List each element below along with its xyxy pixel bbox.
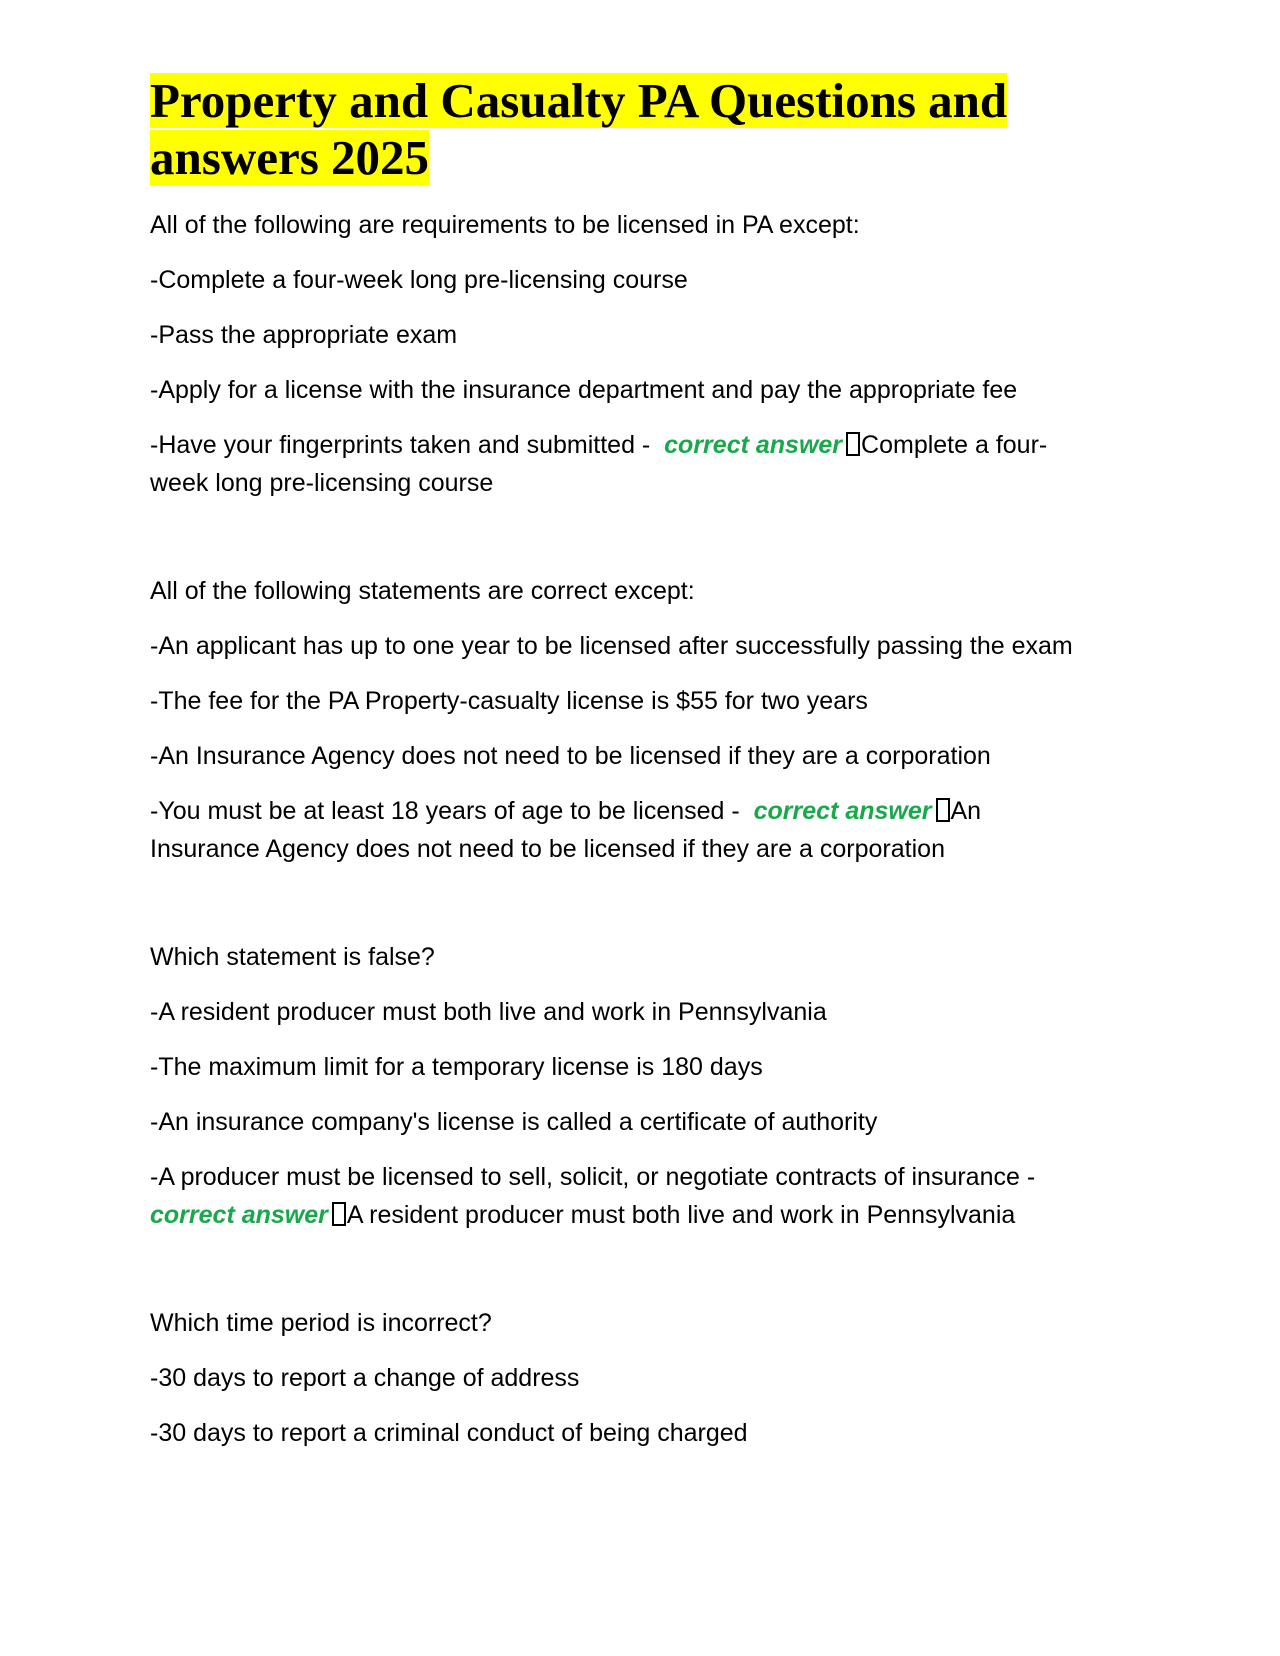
question-block-3	[150, 938, 1150, 1234]
answer-option: -An applicant has up to one year to be licensed after successfully passing the exam	[150, 632, 1073, 660]
answer-option: -30 days to report a criminal conduct of being charged	[150, 1419, 748, 1447]
document-page	[150, 72, 1150, 1469]
answer-option: -Complete a four-week long pre-licensing course	[150, 266, 688, 294]
answer-option: -The maximum limit for a temporary license is 180 days	[150, 1053, 763, 1081]
missing-glyph-icon	[936, 798, 950, 822]
spacer	[150, 885, 1150, 938]
spacer	[150, 519, 1150, 572]
answer-option-text: -Have your fingerprints taken and submitted -	[150, 431, 651, 459]
answer-option: -An Insurance Agency does not need to be licensed if they are a corporation	[150, 742, 991, 770]
question-prompt: All of the following statements are correct except:	[150, 577, 695, 605]
answer-option: -An insurance company's license is called a certificate of authority	[150, 1108, 878, 1136]
question-block-1	[150, 206, 1150, 502]
answer-option: -A resident producer must both live and work in Pennsylvania	[150, 998, 827, 1026]
correct-answer-text-continued: Insurance Agency does not need to be licensed if they are a corporation	[150, 835, 945, 863]
correct-answer-label: correct answer	[664, 431, 843, 459]
answer-option: -Pass the appropriate exam	[150, 321, 458, 349]
title-highlight: Property and Casualty PA Questions and answers 2025	[150, 73, 1008, 185]
document-title	[150, 72, 1150, 186]
correct-answer-text: An	[950, 797, 982, 825]
answer-option: -The fee for the PA Property-casualty license is $55 for two years	[150, 687, 868, 715]
answer-option-with-key	[150, 426, 1150, 502]
correct-answer-label: correct answer	[753, 797, 932, 825]
answer-option: -30 days to report a change of address	[150, 1364, 580, 1392]
correct-answer-text: A resident producer must both live and work in Pennsylvania	[346, 1201, 1016, 1229]
question-prompt: All of the following are requirements to be licensed in PA except:	[150, 211, 860, 239]
answer-option: -Apply for a license with the insurance department and pay the appropriate fee	[150, 376, 1018, 404]
missing-glyph-icon	[846, 432, 860, 456]
question-block-4	[150, 1304, 1150, 1452]
answer-option-text: -You must be at least 18 years of age to be licensed -	[150, 797, 740, 825]
answer-option-text: -A producer must be licensed to sell, solicit, or negotiate contracts of insurance -	[150, 1163, 1036, 1191]
answer-option-with-key	[150, 792, 1150, 868]
answer-option-with-key	[150, 1158, 1150, 1234]
question-prompt: Which time period is incorrect?	[150, 1309, 492, 1337]
correct-answer-text: Complete a four-	[861, 431, 1048, 459]
missing-glyph-icon	[332, 1202, 346, 1226]
correct-answer-label: correct answer	[150, 1201, 328, 1229]
question-prompt: Which statement is false?	[150, 943, 435, 971]
question-block-2	[150, 572, 1150, 868]
correct-answer-text-continued: week long pre-licensing course	[150, 469, 494, 497]
spacer	[150, 1251, 1150, 1304]
